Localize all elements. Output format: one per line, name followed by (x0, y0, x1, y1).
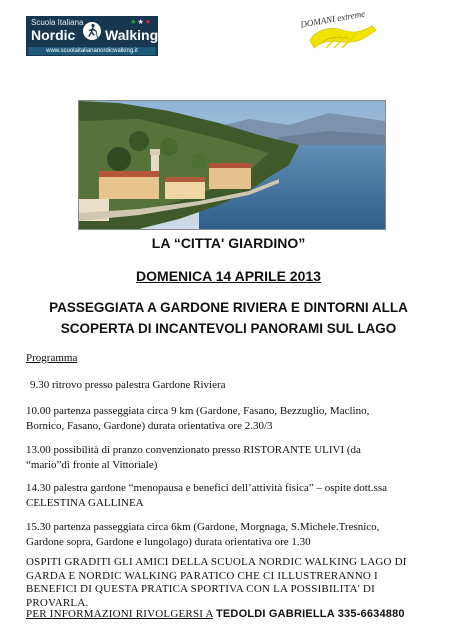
logo-top-text: Scuola Italiana (31, 18, 84, 27)
program-item-line: CELESTINA GALLINEA (26, 497, 144, 509)
program-label: Programma (26, 352, 78, 364)
domani-extreme-logo (296, 8, 386, 58)
program-item (26, 404, 446, 434)
program-item-line: 10.00 partenza passeggiata circa 9 km (Gardone, Fasano, Bezzuglio, Maclino, (26, 405, 370, 417)
contact-name-phone: TEDOLDI GABRIELLA 335-6634880 (215, 608, 405, 620)
program-item (26, 520, 446, 550)
program-item (26, 481, 446, 511)
closing-line: PROVARLA. (26, 596, 89, 609)
program-item (26, 443, 446, 473)
event-subtitle-line-2: SCOPERTA DI INCANTEVOLI PANORAMI SUL LAGO (60, 321, 397, 336)
program-item-line: Bornico, Fasano, Gardone) durata orientativa ore 2.30/3 (26, 420, 273, 432)
lake-town-photo (78, 100, 386, 230)
program-item-line: 13.00 possibilità di pranzo convenzionato presso RISTORANTE ULIVI (da (26, 444, 361, 456)
domani-extreme-icon (296, 8, 386, 58)
program-item (30, 378, 450, 393)
closing-line: OSPITI GRADITI GLI AMICI DELLA SCUOLA NORDIC WALKING LAGO DI (26, 556, 407, 568)
logo-stars: ★★★ (130, 19, 152, 26)
event-date: DOMENICA 14 APRILE 2013 (136, 268, 321, 284)
logo-url: www.scuolaitaliananordicwalking.it (28, 47, 156, 55)
closing-note (26, 556, 451, 610)
logo-brand-left: Nordic (31, 27, 76, 43)
event-subtitle-line-1: PASSEGGIATA A GARDONE RIVIERA E DINTORNI ALLA (49, 300, 408, 315)
event-subtitle (0, 297, 457, 339)
program-item-line: 15.30 partenza passeggiata circa 6km (Gardone, Morgnaga, S.Michele.Tresnico, (26, 521, 380, 533)
closing-line: BENEFICI DI QUESTA PRATICA SPORTIVA CON LA POSSIBILITA' DI (26, 583, 375, 595)
contact-prefix: PER INFORMAZIONI RIVOLGERSI A (26, 608, 214, 620)
program-item-line: Gardone sopra, Gardone e lungolago) durata orientativa ore 1.30 (26, 536, 311, 548)
program-item-line: “mario”di fronte al Vittoriale) (26, 459, 158, 471)
contact-info (26, 608, 405, 620)
closing-line: GARDA E NORDIC WALKING PARATICO CHE CI ILLUSTRERANNO I (26, 569, 378, 582)
landscape-illustration (79, 101, 385, 229)
walker-icon (83, 21, 101, 41)
event-title: LA “CITTA' GIARDINO” (151, 235, 306, 251)
logo-brand-right: Walking (105, 27, 159, 43)
program-item-line: 9.30 ritrovo presso palestra Gardone Riviera (30, 379, 226, 391)
domani-extreme-text: DOMANI extreme (299, 8, 366, 30)
program-item-line: 14.30 palestra gardone “menopausa e benefici dell’attività fisica” – ospite dott.ssa (26, 482, 388, 494)
nordic-walking-logo (26, 16, 158, 56)
